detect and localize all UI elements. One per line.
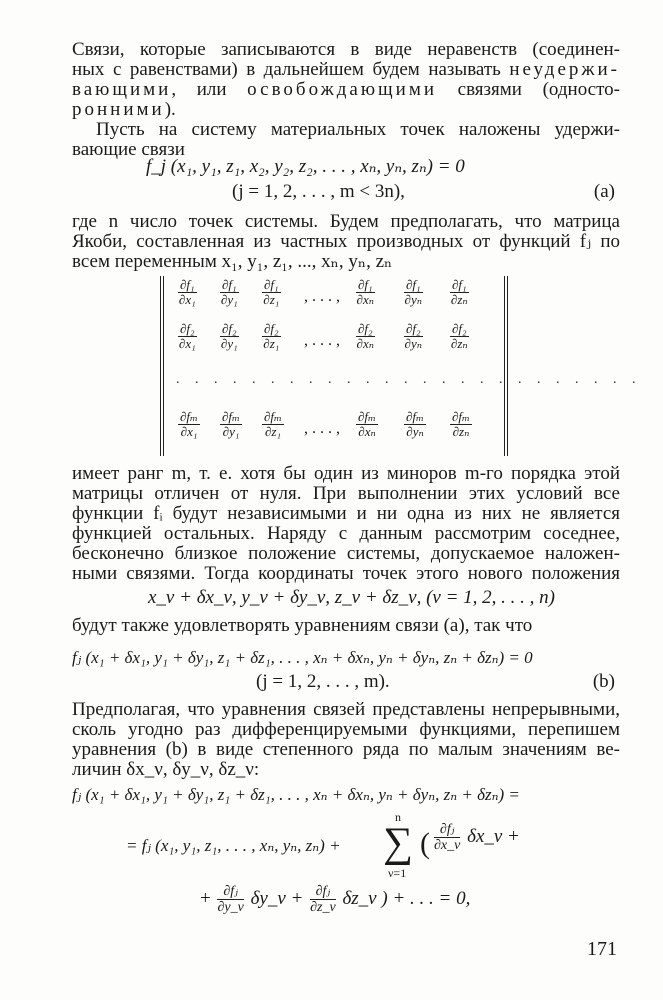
- matrix-cell-numerator: ∂f₂: [264, 321, 279, 336]
- matrix-cell-denominator: ∂zₙ: [452, 424, 470, 439]
- para1-line2-text: ных с равенствами) в дальнейшем будем называть: [72, 59, 510, 80]
- matrix-cell-numerator: ∂f₁: [452, 277, 467, 292]
- matrix-cell-numerator: ∂fₘ: [406, 409, 425, 424]
- para6-line4: личин δx_ν, δy_ν, δz_ν:: [72, 759, 260, 780]
- matrix-cell-denominator: ∂yₙ: [406, 424, 424, 439]
- matrix-hdots-rm: , . . . ,: [304, 420, 340, 437]
- para1-line4-end: ).: [164, 99, 176, 120]
- para4-line5: бесконечно близкое положение системы, допускаемое наложен-: [72, 543, 620, 564]
- fraction-df-dy-num: ∂fⱼ: [217, 884, 243, 900]
- para1-term-releasing: освобождающими: [247, 79, 438, 100]
- matrix-cell-numerator: ∂f₁: [264, 277, 279, 292]
- para1-term-unilateral: ронними: [72, 99, 165, 120]
- fraction-df-dz: [310, 884, 336, 915]
- matrix-cell-rmc6: [450, 410, 472, 439]
- matrix-cell-numerator: ∂f₁: [358, 277, 373, 292]
- matrix-cell-denominator: ∂yₙ: [404, 292, 423, 307]
- para4-line2: матрицы отличен от нуля. При выполнении этих условий все: [72, 483, 620, 504]
- matrix-cell-denominator: ∂y₁: [222, 424, 240, 439]
- para1-line4: [72, 100, 620, 120]
- matrix-cell-denominator: ∂xₙ: [356, 336, 375, 351]
- matrix-cell-r1c3: [262, 278, 281, 307]
- matrix-cell-numerator: ∂f₁: [180, 277, 195, 292]
- sum-lower-limit: ν=1: [388, 866, 407, 880]
- equation-taylor-line2-lhs: = fⱼ (x₁, y₁, z₁, . . . , xₙ, yₙ, zₙ) +: [126, 836, 341, 855]
- para6-line2: сколь угодно раз дифференцируемыми функциями, перепишем: [72, 719, 620, 740]
- para4-line3: функции fᵢ будут независимыми и ни одна из них не является: [72, 503, 620, 524]
- matrix-cell-r2c3: [262, 322, 281, 351]
- matrix-cell-r2c4: [356, 322, 375, 351]
- matrix-cell-denominator: ∂x₁: [178, 292, 196, 307]
- matrix-cell-denominator: ∂x₁: [178, 336, 196, 351]
- fraction-df-dy-den: ∂y_ν: [217, 900, 244, 915]
- matrix-cell-r1c4: [356, 278, 375, 307]
- paren-open: (: [420, 827, 430, 860]
- taylor-term-y-rest: δy_ν +: [250, 887, 304, 909]
- matrix-cell-numerator: ∂fₘ: [264, 409, 283, 424]
- fraction-df-dz-num: ∂fⱼ: [310, 884, 336, 900]
- sum-upper-limit: n: [395, 810, 401, 824]
- matrix-cell-rmc4: [356, 410, 378, 439]
- taylor-line3: [200, 884, 470, 915]
- taylor-term-x-rest: δx_ν +: [467, 825, 520, 847]
- matrix-cell-denominator: ∂z₁: [263, 336, 280, 351]
- matrix-cell-r1c2: [220, 278, 239, 307]
- page-number: 171: [587, 938, 617, 960]
- para4-line1: имеет ранг m, т. е. хотя бы один из миноров m-го порядка этой: [72, 463, 620, 484]
- matrix-dot-row: . . . . . . . . . . . . . . . . . . . . . . . . .: [176, 372, 642, 387]
- para1-line3: [72, 80, 620, 100]
- taylor-term-z-rest: δz_ν ) + . . . = 0,: [342, 887, 471, 909]
- para3-line1: где n число точек системы. Будем предполагать, что матрица: [72, 211, 620, 232]
- para3-line2: Якоби, составленная из частных производных от функций fⱼ по: [72, 231, 620, 252]
- equation-taylor-line1: fⱼ (x₁ + δx₁, y₁ + δy₁, z₁ + δz₁, . . . , xₙ + δxₙ, yₙ + δyₙ, zₙ + δzₙ) =: [72, 785, 520, 804]
- matrix-cell-numerator: ∂f₂: [452, 321, 467, 336]
- matrix-cell-numerator: ∂f₂: [222, 321, 237, 336]
- matrix-cell-r2c1: [178, 322, 197, 351]
- matrix-cell-denominator: ∂xₙ: [358, 424, 376, 439]
- matrix-cell-numerator: ∂fₘ: [358, 409, 377, 424]
- matrix-cell-denominator: ∂xₙ: [356, 292, 375, 307]
- matrix-hdots-r1: , . . . ,: [304, 288, 340, 305]
- para2-line1: Пусть на систему материальных точек наложены удержи-: [96, 119, 620, 140]
- matrix-hdots-r2: , . . . ,: [304, 332, 340, 349]
- matrix-cell-denominator: ∂zₙ: [450, 336, 468, 351]
- para2-line2: вающие связи: [72, 139, 185, 160]
- fraction-df-dx-num: ∂fⱼ: [434, 822, 460, 838]
- equation-b-line1: fⱼ (x₁ + δx₁, y₁ + δy₁, z₁ + δz₁, . . . , xₙ + δxₙ, yₙ + δyₙ, zₙ + δzₙ) = 0: [72, 648, 533, 667]
- equation-b-tag: (b): [592, 671, 615, 692]
- taylor-term-x: [432, 822, 520, 853]
- para4-line6: ными связями. Тогда координаты точек этого нового положения: [72, 563, 620, 584]
- para6-line3: уравнения (b) в виде степенного ряда по малым значениям ве-: [72, 739, 620, 760]
- para1-term-part: вающими: [72, 79, 172, 100]
- matrix-cell-r1c5: [404, 278, 423, 307]
- matrix-cell-numerator: ∂f₂: [180, 321, 195, 336]
- para1-line3-tail: связями (односто-: [437, 79, 620, 100]
- matrix-cell-r1c1: [178, 278, 197, 307]
- matrix-cell-numerator: ∂fₘ: [452, 409, 471, 424]
- matrix-cell-rmc2: [220, 410, 242, 439]
- equation-b-line2: (j = 1, 2, . . . , m).: [256, 671, 390, 692]
- matrix-cell-denominator: ∂yₙ: [404, 336, 423, 351]
- fraction-df-dx-den: ∂x_ν: [434, 838, 461, 853]
- matrix-cell-numerator: ∂f₂: [406, 321, 421, 336]
- matrix-cell-denominator: ∂y₁: [220, 336, 238, 351]
- para5-line1: будут также удовлетворять уравнениям связи (а), так что: [72, 615, 533, 636]
- matrix-cell-denominator: ∂zₙ: [450, 292, 468, 307]
- equation-a-tag: (a): [593, 181, 615, 202]
- equation-a-line1: f_j (x₁, y₁, z₁, x₂, y₂, z₂, . . . , xₙ, yₙ, zₙ) = 0: [146, 156, 465, 177]
- para1-line3-text: , или: [171, 79, 248, 100]
- jacobian-matrix: [160, 276, 642, 456]
- matrix-cell-r2c6: [450, 322, 469, 351]
- matrix-cell-rmc3: [262, 410, 284, 439]
- para1-line2: [72, 60, 620, 80]
- para6-line1: Предполагая, что уравнения связей представлены непрерывными,: [72, 699, 620, 720]
- matrix-cell-numerator: ∂fₘ: [180, 409, 199, 424]
- taylor-line3-plus: +: [200, 887, 211, 909]
- fraction-df-dx: [434, 822, 460, 853]
- matrix-cell-numerator: ∂fₘ: [222, 409, 241, 424]
- matrix-cell-denominator: ∂z₁: [263, 292, 280, 307]
- matrix-cell-r2c5: [404, 322, 423, 351]
- fraction-df-dz-den: ∂z_ν: [310, 900, 336, 915]
- matrix-cell-numerator: ∂f₂: [358, 321, 373, 336]
- matrix-cell-denominator: ∂y₁: [220, 292, 238, 307]
- matrix-cell-r2c2: [220, 322, 239, 351]
- para1-term-unrestraining: неудержи-: [509, 59, 620, 80]
- equation-a-line2: (j = 1, 2, . . . , m < 3n),: [232, 181, 405, 202]
- matrix-cell-denominator: ∂z₁: [265, 424, 282, 439]
- para1-line1: Связи, которые записываются в виде неравенств (соединен-: [72, 39, 620, 60]
- sum-symbol: ∑: [383, 820, 413, 866]
- para4-line4: функцией остальных. Наряду с данным рассмотрим соседнее,: [72, 523, 620, 544]
- fraction-df-dy: [217, 884, 243, 915]
- matrix-cell-r1c6: [450, 278, 469, 307]
- matrix-cell-rmc1: [178, 410, 200, 439]
- matrix-cell-rmc5: [404, 410, 426, 439]
- equation-new-position: x_ν + δx_ν, y_ν + δy_ν, z_ν + δz_ν, (ν = 1, 2, . . . , n): [148, 587, 555, 608]
- matrix-cell-numerator: ∂f₁: [406, 277, 421, 292]
- matrix-cell-denominator: ∂x₁: [180, 424, 198, 439]
- para3-line3: всем переменным x₁, y₁, z₁, ..., xₙ, yₙ, zₙ: [72, 251, 393, 272]
- matrix-cell-numerator: ∂f₁: [222, 277, 237, 292]
